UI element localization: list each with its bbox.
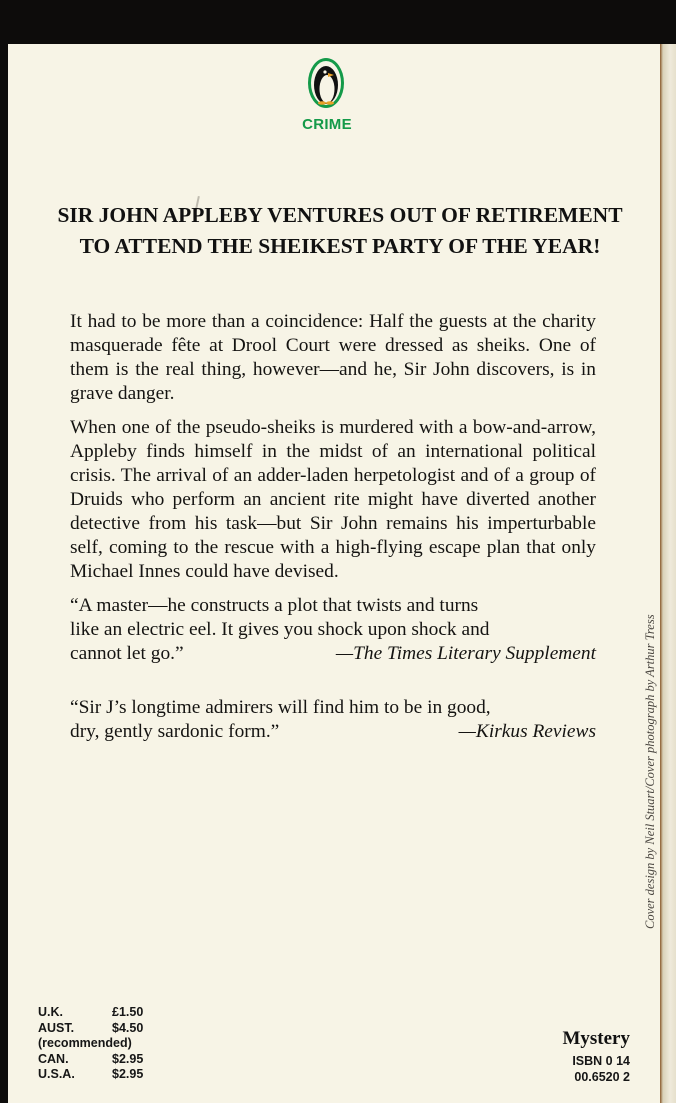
genre-label: Mystery [562,1028,630,1049]
isbn-line: ISBN 0 14 [572,1054,630,1068]
series-label: CRIME [302,116,352,133]
blurb [70,310,596,744]
price-region: U.S.A. [38,1067,75,1081]
price-table [38,1005,143,1083]
price-region: AUST. [38,1020,75,1035]
price-value: £1.50 [112,1005,144,1019]
price-region: CAN. [38,1051,69,1066]
price-row [38,1052,143,1068]
blurb-paragraph-2: When one of the pseudo-sheiks is murdered with a bow-and-arrow, Appleby finds himself in the midst of an international political crisis. The arrival of an adder-laden herpetologist and of a group of Druids who perform an ancient rite might have diverted another detective from his task—but Sir John remains his imperturbable self, coming to the rescue with a high-flying escape plan that only Michael Innes could have devised. [70,417,596,582]
book-spine-edge [660,44,676,1103]
penguin-icon [308,58,344,108]
quote-line: “Sir J’s longtime admirers will find him to be in good, [70,697,491,718]
price-value: $2.95 [112,1051,144,1066]
price-row [38,1005,143,1021]
blurb-paragraph-1: It had to be more than a coincidence: Half the guests at the charity masquerade fête at Drool Court were dressed as sheiks. One of them is the real thing, however—and he, Sir John discovers, is in grave danger. [70,311,596,404]
quote-line: “A master—he constructs a plot that twists and turns [70,595,479,616]
isbn [572,1053,630,1085]
quote-line: dry, gently sardonic form.” [70,721,280,742]
quote-line: like an electric eel. It gives you shock upon shock and [70,619,490,640]
cover-credit: Cover design by Neil Stuart/Cover photograph by Arthur Tress [643,614,657,929]
headline: SIR JOHN APPLEBY VENTURES OUT OF RETIREMENT TO ATTEND THE SHEIKEST PARTY OF THE YEAR! [57,203,623,258]
price-value: $2.95 [112,1067,144,1081]
price-value: $4.50 [112,1020,144,1035]
price-row [38,1021,143,1037]
review-quote-2 [70,696,596,744]
isbn-line: 00.6520 2 [574,1070,630,1084]
publisher-logo [302,58,352,152]
quote-source: —The Times Literary Supplement [335,643,596,664]
quote-line: cannot let go.” [70,643,184,664]
price-row [38,1067,143,1083]
price-row [38,1036,143,1052]
price-note: (recommended) [38,1036,132,1050]
quote-source: —Kirkus Reviews [458,721,596,742]
price-region: U.K. [38,1005,63,1019]
review-quote-1 [70,594,596,666]
